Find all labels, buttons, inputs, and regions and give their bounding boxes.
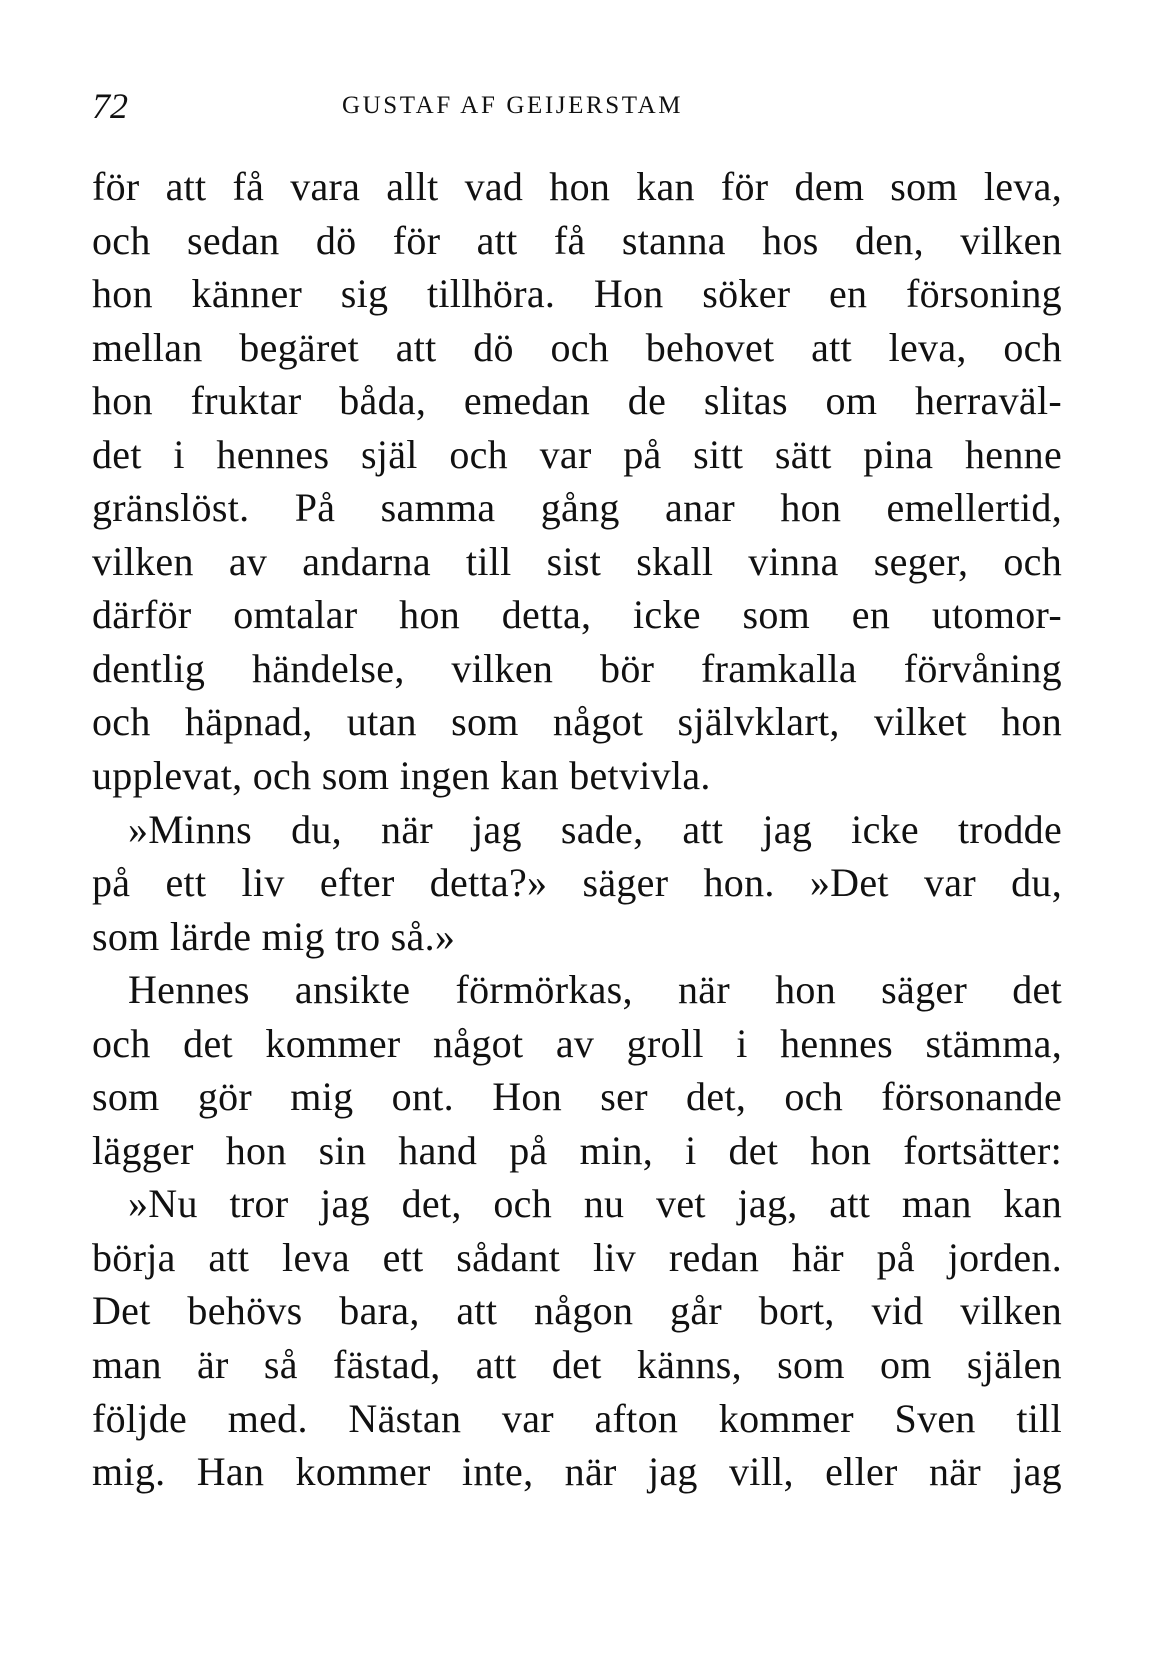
text-line: som lärde mig tro så.» <box>92 913 456 959</box>
text-line: man är så fästad, att det känns, som om själen <box>92 1342 1062 1388</box>
text-line: »Nu tror jag det, och nu vet jag, att man kan <box>128 1181 1062 1227</box>
text-line: Det behövs bara, att någon går bort, vid vilken <box>92 1288 1062 1334</box>
text-line: för att få vara allt vad hon kan för dem som leva, <box>92 164 1062 209</box>
text-line: »Minns du, när jag sade, att jag icke trodde <box>128 806 1062 852</box>
text-line: följde med. Nästan var afton kommer Sven till <box>92 1395 1062 1441</box>
body-text <box>92 160 1062 1499</box>
text-line: därför omtalar hon detta, icke som en utomor- <box>92 592 1062 638</box>
text-line: Hennes ansikte förmörkas, när hon säger det <box>128 967 1062 1013</box>
text-line: vilken av andarna till sist skall vinna seger, och <box>92 538 1062 584</box>
text-line: lägger hon sin hand på min, i det hon fortsätter: <box>92 1127 1062 1173</box>
text-line: och häpnad, utan som något självklart, vilket hon <box>92 699 1062 745</box>
text-line: som gör mig ont. Hon ser det, och försonande <box>92 1074 1062 1120</box>
text-line: det i hennes själ och var på sitt sätt pina henne <box>92 431 1062 477</box>
text-line: mellan begäret att dö och behovet att leva, och <box>92 324 1062 370</box>
text-line: upplevat, och som ingen kan betvivla. <box>92 753 711 799</box>
page-header <box>92 86 1062 126</box>
text-line: hon fruktar båda, emedan de slitas om herraväl- <box>92 378 1062 424</box>
running-head: GUSTAF AF GEIJERSTAM <box>342 92 684 119</box>
text-line: och det kommer något av groll i hennes stämma, <box>92 1020 1062 1066</box>
text-line: på ett liv efter detta?» säger hon. »Det var du, <box>92 860 1062 906</box>
text-line: mig. Han kommer inte, när jag vill, eller när jag <box>92 1449 1062 1495</box>
text-line: börja att leva ett sådant liv redan här på jorden. <box>92 1234 1062 1280</box>
text-line: dentlig händelse, vilken bör framkalla förvåning <box>92 645 1062 691</box>
text-line: gränslöst. På samma gång anar hon emellertid, <box>92 485 1062 531</box>
page-number: 72 <box>92 86 128 126</box>
text-line: och sedan dö för att få stanna hos den, vilken <box>92 217 1062 263</box>
text-line: hon känner sig tillhöra. Hon söker en försoning <box>92 271 1062 317</box>
